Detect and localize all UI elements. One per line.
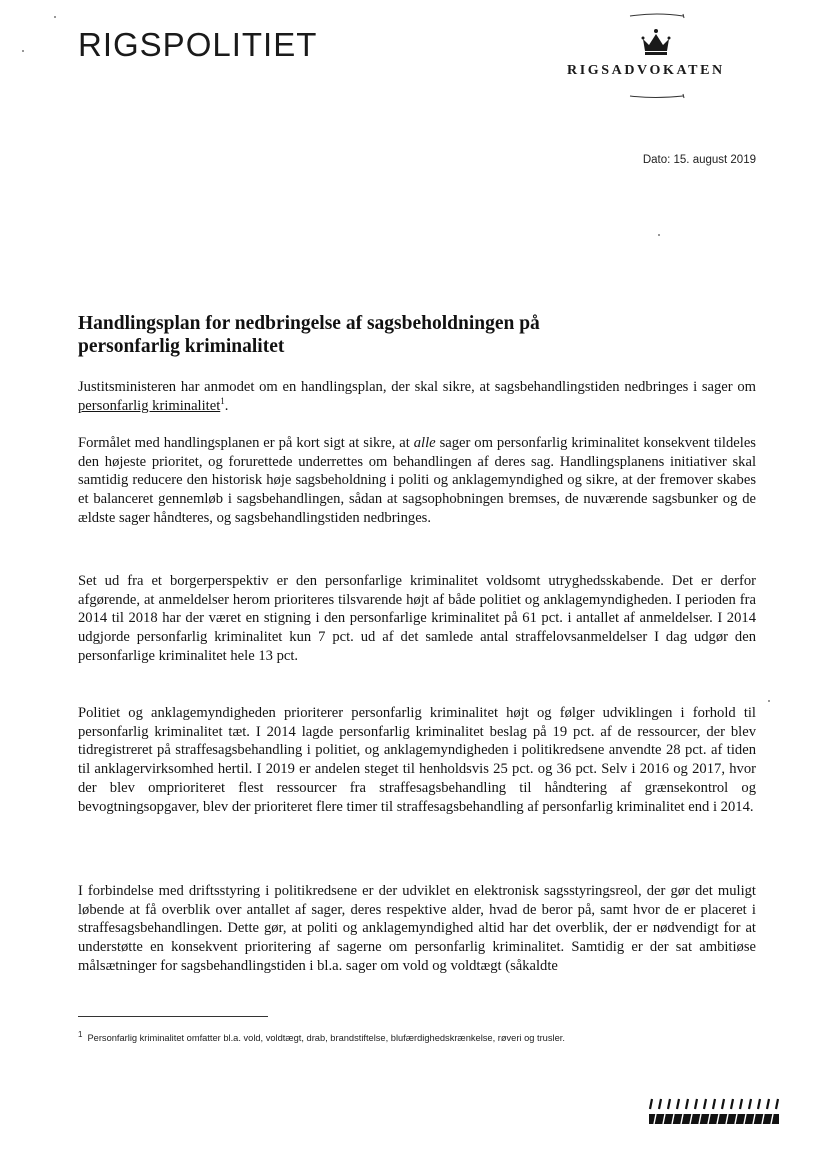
footnote: [78, 1029, 718, 1043]
crown-icon: [555, 8, 755, 108]
paragraph-1-text: Justitsministeren har anmodet om en handlingsplan, der skal sikre, at sagsbehandlingstiden nedbringes i sager om: [78, 379, 756, 395]
rigspolitiet-logo: RIGSPOLITIET: [78, 26, 318, 63]
rigsadvokaten-label: RIGSADVOKATEN: [567, 63, 725, 78]
scan-speck: [768, 700, 770, 702]
paragraph-3: Set ud fra et borgerperspektiv er den personfarlige kriminalitet voldsomt utryghedsskabende. Det er derfor afgørende, at anmeldelser herom prioriteres tilsvarende højt af både politiet og anklagemyndigheden. I perioden fra 2014 til 2018 har der været en stigning i den personfarlige kriminalitet på 61 pct. i antallet af anmeldelser. I 2014 udgjorde personfarlig kriminalitet kun 7 pct. ud af det samlede antal straffelovsanmeldelser I dag udgør den personfarlige kriminalitet hele 13 pct.: [78, 573, 756, 664]
document-date: Dato: 15. august 2019: [642, 154, 756, 166]
footnote-divider: [78, 1016, 268, 1017]
rigsadvokaten-logo: [555, 8, 755, 108]
footnote-text: Personfarlig kriminalitet omfatter bl.a. vold, voldtægt, drab, brandstiftelse, blufærdighedskrænkelse, røveri og trusler.: [87, 1033, 565, 1043]
paragraph-2-text-a: Formålet med handlingsplanen er på kort sigt at sikre, at: [78, 435, 414, 451]
paragraph-2-text-b: sager om personfarlig kriminalitet konsekvent tildeles den højeste prioritet, og forurettede underrettes om behandlingen af deres sag. Handlingsplanens initiativer skal samtidig reducere den historisk høje sagsbeholdning i politi og anklagemyndighed og sikre, at der fremover skabes et balanceret gennemløb i sagsbehandlingen, sådan at sagsophobningen bremses, de nuværende sagsbunker og de ældste sager håndteres, og sagsbehandlingstiden nedbringes.: [78, 435, 756, 526]
footnote-number: 1: [78, 1029, 83, 1039]
footnote-marker: 1: [220, 395, 225, 406]
barcode-icon: [648, 1097, 780, 1127]
scan-speck: [22, 50, 24, 52]
paragraph-2-emphasis: alle: [413, 435, 436, 451]
paragraph-5: I forbindelse med driftsstyring i politikredsene er der udviklet en elektronisk sagsstyringsreol, der gør det muligt løbende at få overblik over antallet af sager, deres respektive alder, hvad de beror på, samt hvor de er placeret i straffesagsbehandlingen. Dette gør, at politi og anklagemyndighed altid har det overblik, der er nødvendigt for at understøtte en konsekvent prioritering af sagerne om personfarlig kriminalitet. Samtidig er der sat ambitiøse målsætninger for sagsbehandlingstiden i bl.a. sager om vold og voldtægt (såkaldte: [78, 883, 756, 974]
paragraph-2: [78, 434, 756, 528]
footnote-reference: personfarlig kriminalitet: [78, 397, 221, 414]
paragraph-1-end: .: [224, 397, 229, 414]
scan-speck: [54, 16, 56, 18]
paragraph-4: Politiet og anklagemyndigheden prioriterer personfarlig kriminalitet højt og følger udviklingen i forhold til personfarlig kriminalitet tæt. I 2014 lagde personfarlig kriminalitet beslag på 19 pct. af de ressourcer, der blev tidregistreret på straffesagsbehandling i politiet, og anklagemyndigheden i politikredsene anvendte 28 pct. af tiden til anklagervirksomhed hertil. I 2019 er andelen steget til henholdsvis 25 pct. og 36 pct. Selv i 2016 og 2017, hvor der blev omprioriteret flest ressourcer fra straffesagsbehandling til håndtering af grænsekontrol og bevogtningsopgaver, blev der prioriteret flere timer til straffesagsbehandling af personfarlig kriminalitet end i 2014.: [78, 705, 756, 815]
paragraph-1: [78, 378, 756, 415]
scan-speck: [658, 234, 660, 236]
document-title: Handlingsplan for nedbringelse af sagsbeholdningen på personfarlig kriminalitet: [78, 313, 540, 357]
